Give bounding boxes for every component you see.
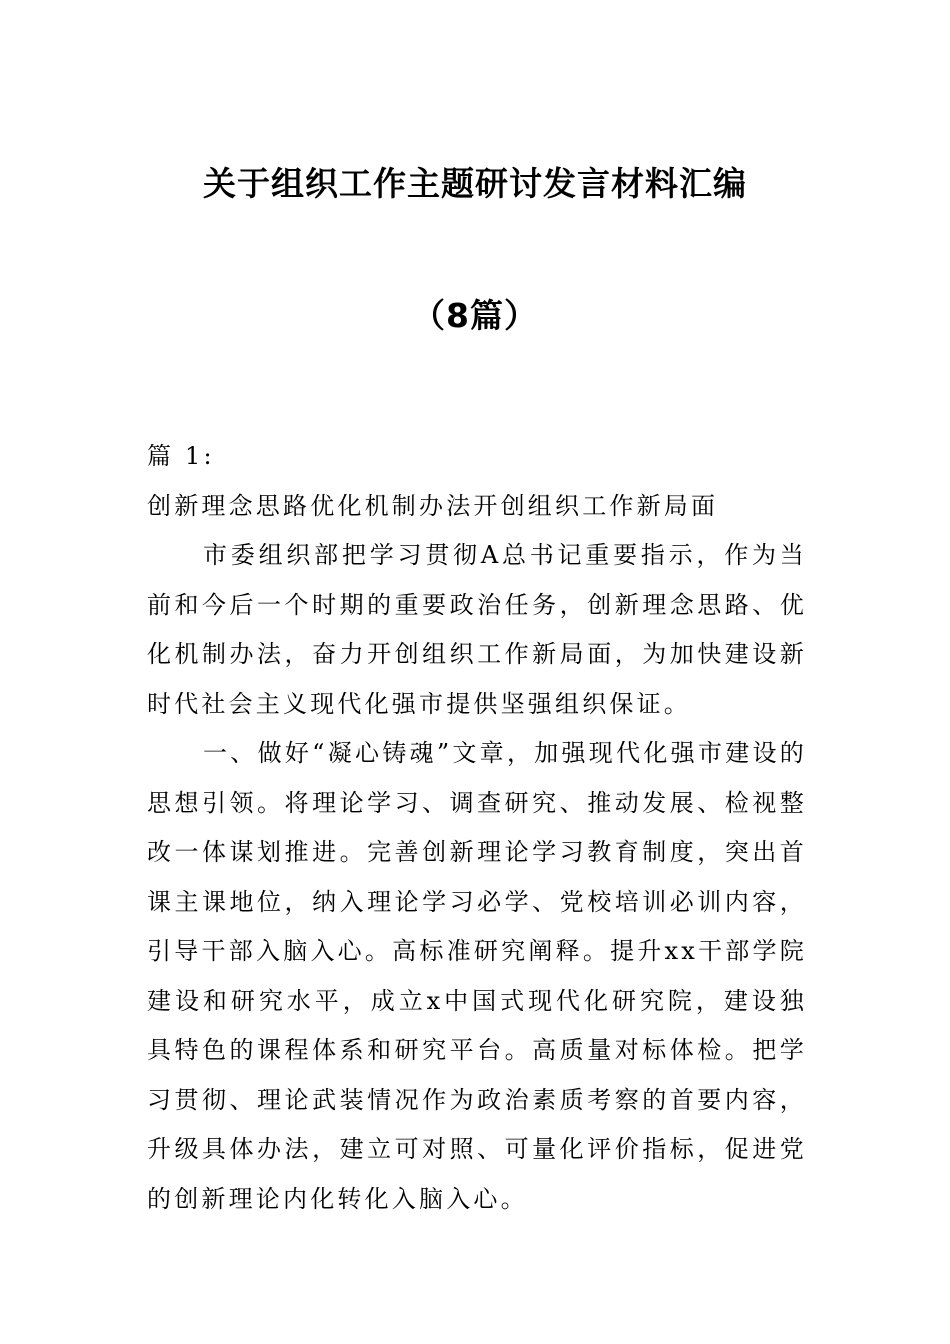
section-label: 篇 1:: [147, 442, 215, 470]
document-subtitle: （8篇）: [412, 296, 538, 335]
document-body: [147, 432, 807, 1224]
article-title: 创新理念思路优化机制办法开创组织工作新局面: [147, 491, 719, 520]
document-title: 关于组织工作主题研讨发言材料汇编: [203, 164, 747, 203]
paragraph-intro: 市委组织部把学习贯彻A总书记重要指示，作为当前和今后一个时期的重要政治任务，创新理念思路、优化机制办法，奋力开创组织工作新局面，为加快建设新时代社会主义现代化强市提供坚强组织保证。: [147, 541, 807, 718]
paragraph-section-one: 一、做好“凝心铸魂”文章，加强现代化强市建设的思想引领。将理论学习、调查研究、推动发展、检视整改一体谋划推进。完善创新理论学习教育制度，突出首课主课地位，纳入理论学习必学、党校培训必训内容，引导干部入脑入心。高标准研究阐释。提升xx干部学院建设和研究水平，成立x中国式现代化研究院，建设独具特色的课程体系和研究平台。高质量对标体检。把学习贯彻、理论武装情况作为政治素质考察的首要内容，升级具体办法，建立可对照、可量化评价指标，促进党的创新理论内化转化入脑入心。: [147, 739, 807, 1213]
